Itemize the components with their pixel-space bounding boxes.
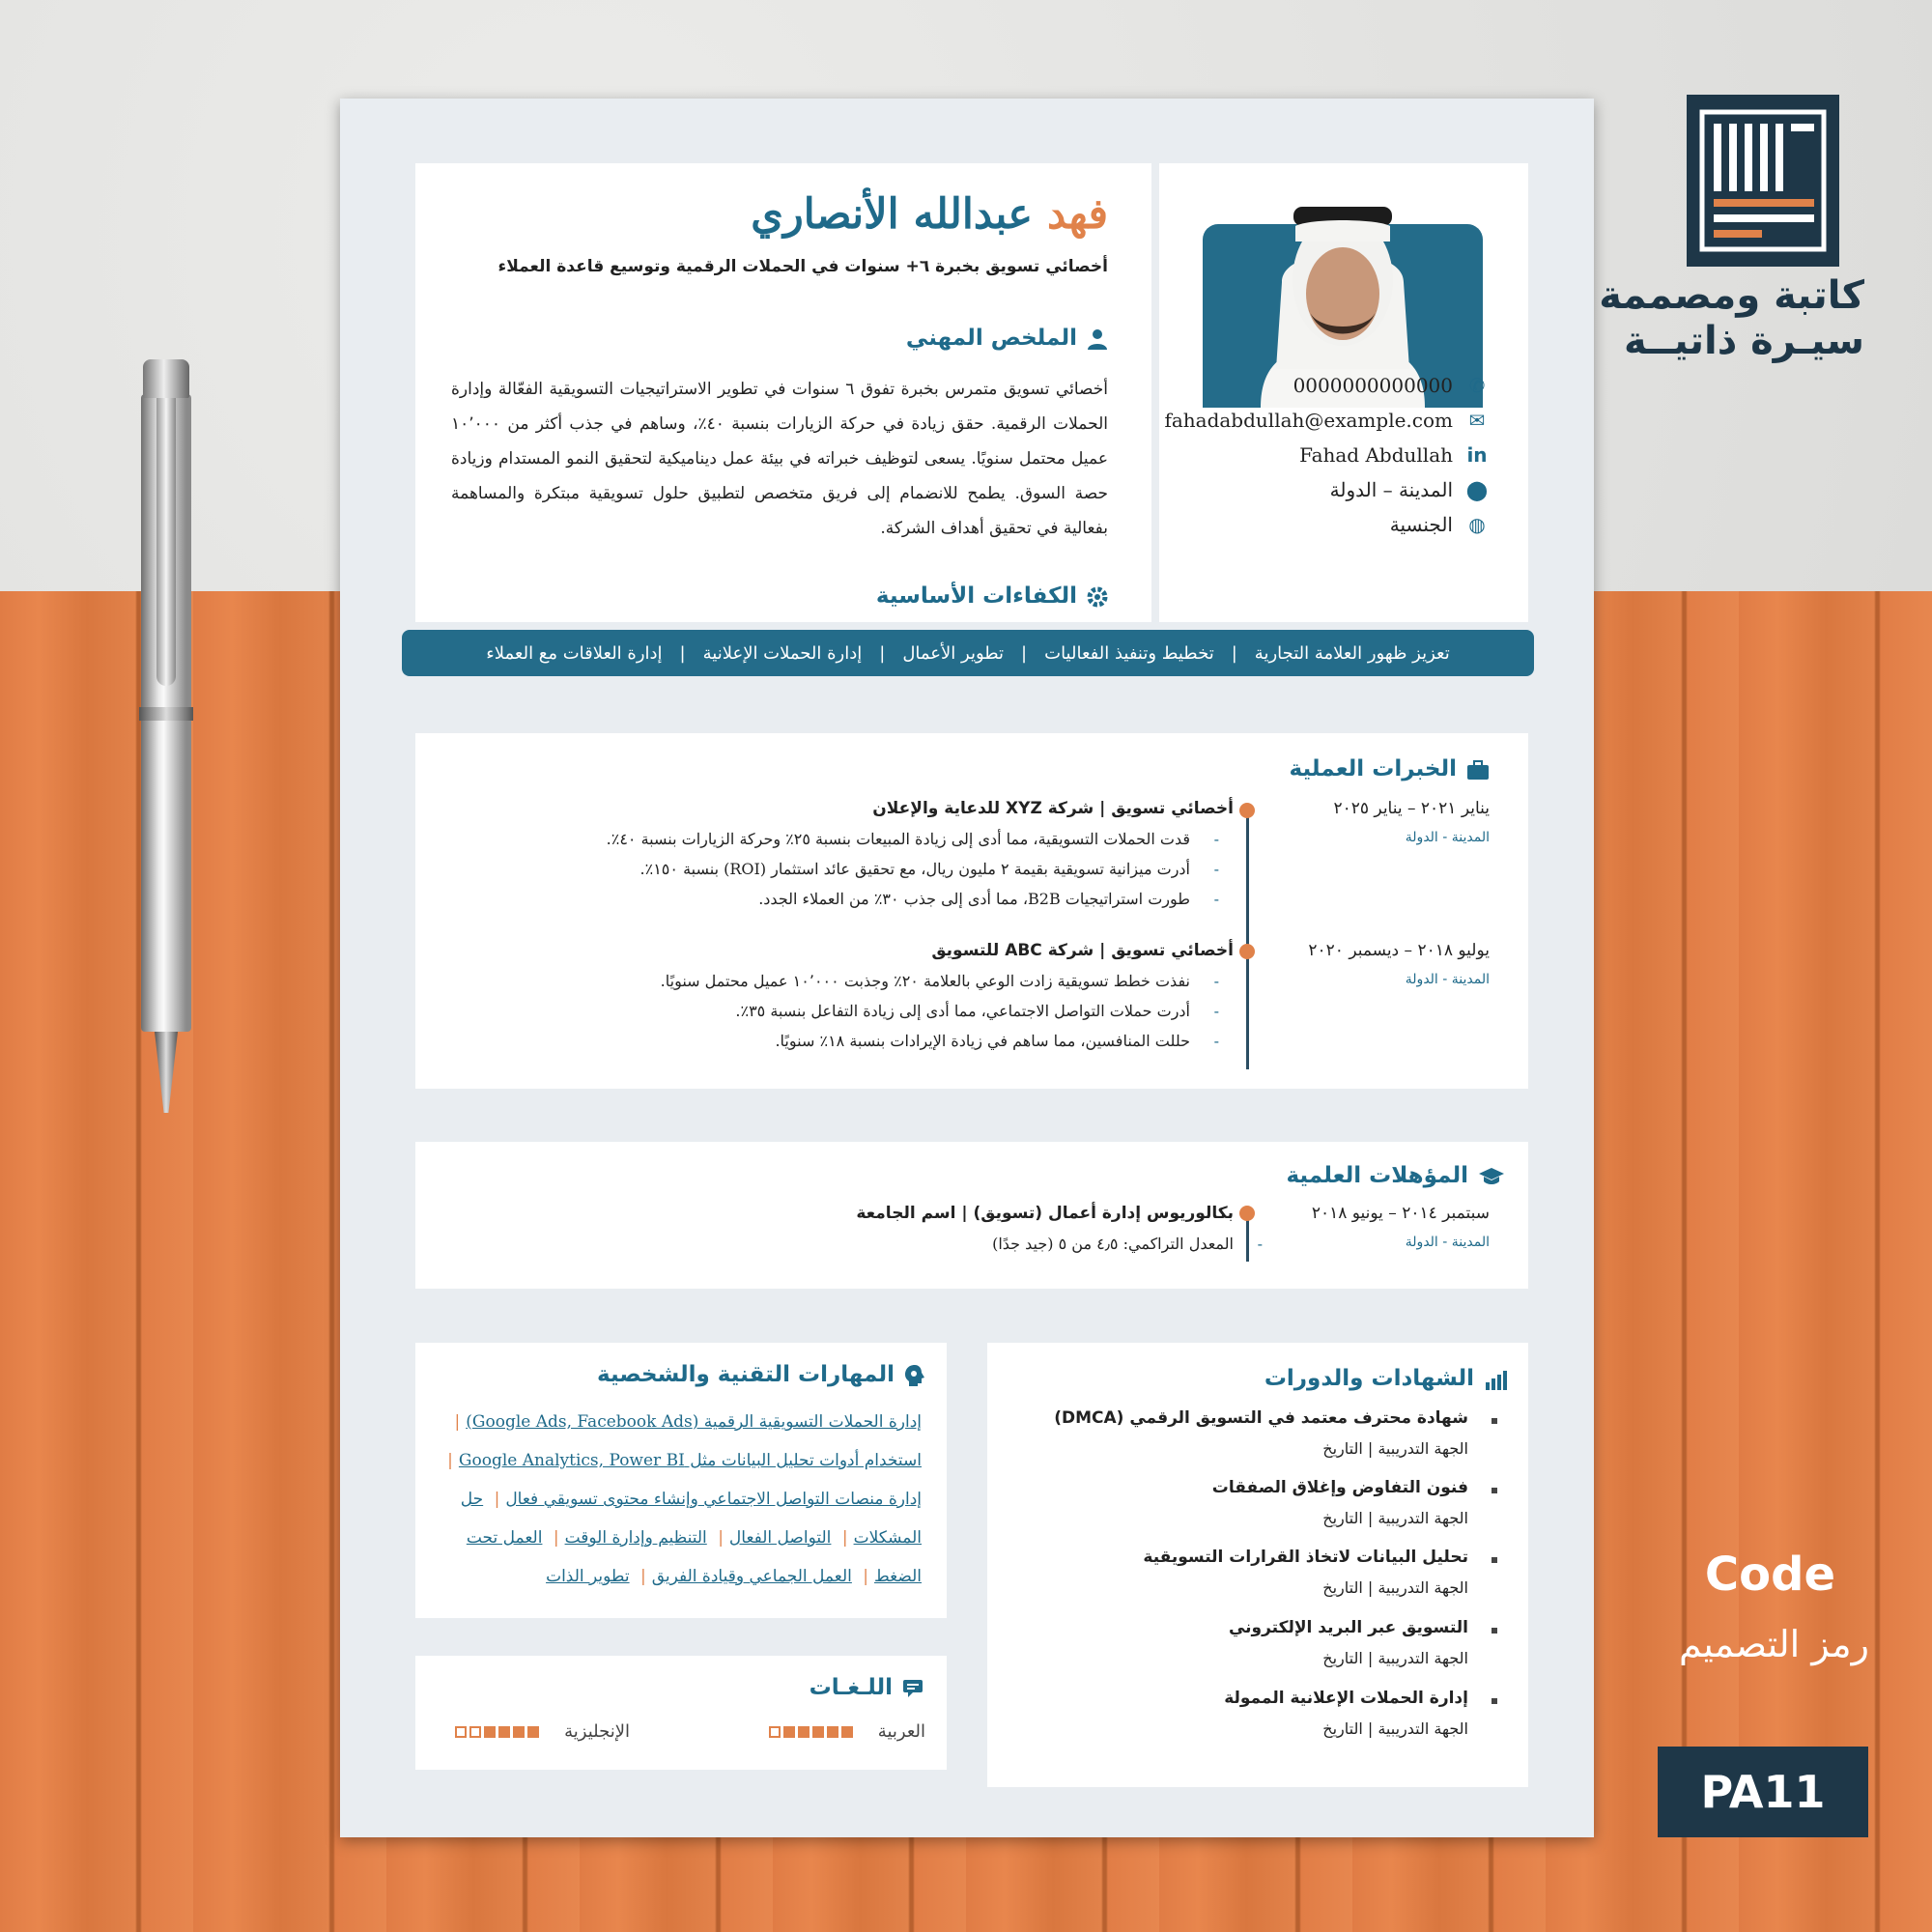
globe-icon: ◍	[1468, 513, 1486, 536]
certificate-name: التسويق عبر البريد الإلكتروني	[1228, 1618, 1468, 1637]
languages-heading: اللـغـات	[810, 1675, 925, 1700]
brand-logo	[1687, 95, 1839, 267]
competency-item: تخطيط وتنفيذ الفعاليات	[1044, 642, 1214, 664]
head-gear-icon	[904, 1364, 925, 1387]
edu-date: سبتمبر ٢٠١٤ – يونيو ٢٠١٨	[1311, 1204, 1490, 1223]
certificate-details: الجهة التدريبية | التاريخ	[1322, 1719, 1468, 1738]
language-english: الإنجليزية	[452, 1721, 630, 1742]
level-square	[769, 1726, 781, 1738]
certificates-card	[987, 1343, 1528, 1787]
level-square	[469, 1726, 481, 1738]
level-square	[798, 1726, 810, 1738]
job-bullet: - أدرت ميزانية تسويقية بقيمة ٢ مليون ريال، مع تحقيق عائد استثمار (ROI) بنسبة ١٥٠٪.	[640, 860, 1190, 878]
level-square	[484, 1726, 496, 1738]
email-icon: ✉	[1468, 409, 1486, 432]
job-date: يناير ٢٠٢١ – يناير ٢٠٢٥	[1333, 799, 1490, 818]
user-icon	[1087, 328, 1108, 350]
summary-text: أخصائي تسويق متمرس بخبرة تفوق ٦ سنوات في تطوير الاستراتيجيات التسويقية الفعّالة وإدارة الحملات الرقمية. حقق زيادة في حركة الزيارات بنسبة ٤٠٪، وساهم في جذب أكثر من ١٠٬٠٠٠ عميل محتمل سنويًا. يسعى لتوظيف خبراته في بيئة عمل ديناميكية لتحقيق النمو المستدام وزيادة حصة السوق. يطمح للانضمام إلى فريق متخصص لتطبيق حلول تسويقية مبتكرة والمساهمة بفعالية في تحقيق أهداف الشركة.	[451, 380, 1108, 538]
brand-line-1: كاتبة ومصممة	[1599, 273, 1864, 318]
timeline-dot	[1239, 1206, 1255, 1221]
phone-icon: ✆	[1468, 374, 1486, 397]
job-heading: أخصائي تسويق | شركة ABC للتسويق	[931, 941, 1234, 960]
certificate-name: تحليل البيانات لاتخاذ القرارات التسويقية	[1143, 1548, 1468, 1567]
job-title: أخصائي تسويق بخبرة ٦+ سنوات في الحملات الرقمية وتوسيع قاعدة العملاء	[497, 257, 1108, 276]
language-arabic: العربية	[766, 1721, 925, 1742]
skill-item: التنظيم وإدارة الوقت	[564, 1528, 707, 1548]
skills-heading: المهارات التقنية والشخصية	[597, 1362, 925, 1387]
job-bullet: - حللت المنافسين، مما ساهم في زيادة الإيرادات بنسبة ١٨٪ سنويًا.	[775, 1032, 1190, 1050]
certificate-details: الجهة التدريبية | التاريخ	[1322, 1439, 1468, 1458]
briefcase-icon	[1466, 759, 1490, 781]
job-bullet: - قدت الحملات التسويقية، مما أدى إلى زيادة المبيعات بنسبة ٢٥٪ وحركة الزيارات بنسبة ٤٠٪.	[607, 830, 1190, 848]
education-card	[415, 1142, 1528, 1289]
level-square	[841, 1726, 853, 1738]
level-square	[783, 1726, 795, 1738]
job-date: يوليو ٢٠١٨ – ديسمبر ٢٠٢٠	[1308, 941, 1490, 960]
skills-card	[415, 1343, 947, 1618]
job-city: المدينة - الدولة	[1405, 972, 1490, 987]
location-pin-icon: ⬤	[1465, 478, 1489, 501]
competency-item: تعزيز ظهور العلامة التجارية	[1254, 642, 1450, 664]
phone-contact: ✆0000000000000	[1293, 374, 1490, 397]
job-bullet: - طورت استراتيجيات B2B، مما أدى إلى جذب ٣٠٪ من العملاء الجدد.	[758, 890, 1190, 908]
skills-list: إدارة الحملات التسويقية الرقمية (Google Ads, Facebook Ads)| استخدام أدوات تحليل البيانات مثل Google Analytics, Power BI| إدارة منصات التواصل الاجتماعي وإنشاء محتوى تسويقي فعال| حل المشكلات| التواصل الفعال| التنظيم وإدارة الوقت| العمل تحت الضغط| العمل الجماعي وقيادة الفريق| تطوير الذات	[447, 1412, 922, 1586]
experience-heading: الخبرات العملية	[1290, 756, 1490, 781]
pen-image	[135, 359, 197, 1113]
timeline-dot	[1239, 944, 1255, 959]
level-square	[455, 1726, 467, 1738]
graduation-cap-icon	[1478, 1167, 1505, 1186]
job-bullet: - أدرت حملات التواصل الاجتماعي، مما أدى إلى زيادة التفاعل بنسبة ٣٥٪.	[735, 1002, 1190, 1020]
job-heading: أخصائي تسويق | شركة XYZ للدعاية والإعلان	[872, 799, 1234, 818]
skill-item: إدارة الحملات التسويقية الرقمية (Google Ads, Facebook Ads)	[466, 1412, 922, 1432]
location-contact: ⬤المدينة – الدولة	[1329, 478, 1489, 501]
certificate-details: الجهة التدريبية | التاريخ	[1322, 1578, 1468, 1597]
summary-heading: الملخص المهني	[906, 326, 1108, 351]
brand-line-2: سيـرة ذاتيــة	[1624, 319, 1864, 363]
email-contact[interactable]: ✉fahadabdullah@example.com	[1164, 409, 1490, 432]
design-code-badge: PA11	[1658, 1747, 1868, 1837]
competencies-heading: الكفاءات الأساسية	[876, 583, 1108, 609]
job-bullet: - نفذت خطط تسويقية زادت الوعي بالعلامة ٢٠٪ وجذبت ١٠٬٠٠٠ عميل محتمل سنويًا.	[661, 972, 1190, 990]
education-heading: المؤهلات العلمية	[1286, 1163, 1505, 1188]
certificate-details: الجهة التدريبية | التاريخ	[1322, 1509, 1468, 1527]
timeline-line	[1246, 809, 1249, 1069]
skill-item: حل المشكلات	[460, 1490, 922, 1548]
competency-item: إدارة العلاقات مع العملاء	[486, 642, 663, 664]
experience-card	[415, 733, 1528, 1089]
level-square	[527, 1726, 539, 1738]
language-level	[766, 1721, 853, 1742]
level-square	[513, 1726, 525, 1738]
photo-contact-card	[1159, 163, 1528, 622]
certificate-name: إدارة الحملات الإعلانية الممولة	[1224, 1689, 1468, 1708]
job-city: المدينة - الدولة	[1405, 830, 1490, 845]
edu-gpa: - المعدل التراكمي: ٤٫٥ من ٥ (جيد جدًا)	[992, 1235, 1234, 1253]
skill-item: العمل تحت الضغط	[466, 1528, 922, 1586]
linkedin-contact[interactable]: inFahad Abdullah	[1299, 443, 1490, 467]
certificate-details: الجهة التدريبية | التاريخ	[1322, 1649, 1468, 1667]
skill-item: إدارة منصات التواصل الاجتماعي وإنشاء محتوى تسويقي فعال	[505, 1490, 922, 1509]
certificates-heading: الشهادات والدورات	[1264, 1366, 1507, 1391]
skill-item: التواصل الفعال	[728, 1528, 832, 1548]
level-square	[498, 1726, 510, 1738]
header-card	[415, 163, 1151, 622]
skill-item: العمل الجماعي وقيادة الفريق	[651, 1567, 852, 1586]
resume-sheet	[340, 99, 1594, 1837]
level-square	[812, 1726, 824, 1738]
chat-icon	[902, 1678, 925, 1699]
timeline-dot	[1239, 803, 1255, 818]
competency-item: إدارة الحملات الإعلانية	[702, 642, 863, 664]
code-label: Code	[1704, 1548, 1835, 1602]
skill-item: استخدام أدوات تحليل البيانات مثل Google Analytics, Power BI	[458, 1451, 922, 1470]
competency-item: تطوير الأعمال	[902, 642, 1005, 664]
gear-icon	[1087, 586, 1108, 608]
growth-chart-icon	[1484, 1369, 1507, 1390]
competencies-bar: تعزيز ظهور العلامة التجارية | تخطيط وتنفيذ الفعاليات | تطوير الأعمال | إدارة الحملات الإعلانية | إدارة العلاقات مع العملاء	[402, 630, 1534, 676]
linkedin-icon: in	[1466, 443, 1488, 467]
nationality-contact: ◍الجنسية	[1390, 513, 1490, 536]
edu-degree: بكالوريوس إدارة أعمال (تسويق) | اسم الجامعة	[856, 1204, 1234, 1223]
full-name: فهد عبدالله الأنصاري	[751, 190, 1108, 239]
edu-city: المدينة - الدولة	[1405, 1235, 1490, 1250]
languages-card	[415, 1656, 947, 1770]
code-subtitle: رمز التصميم	[1678, 1623, 1869, 1665]
certificate-name: شهادة محترف معتمد في التسويق الرقمي (DMCA)	[1054, 1408, 1468, 1428]
skill-item: تطوير الذات	[546, 1567, 630, 1586]
language-level	[452, 1721, 539, 1742]
level-square	[827, 1726, 838, 1738]
certificate-name: فنون التفاوض وإغلاق الصفقات	[1211, 1478, 1468, 1497]
